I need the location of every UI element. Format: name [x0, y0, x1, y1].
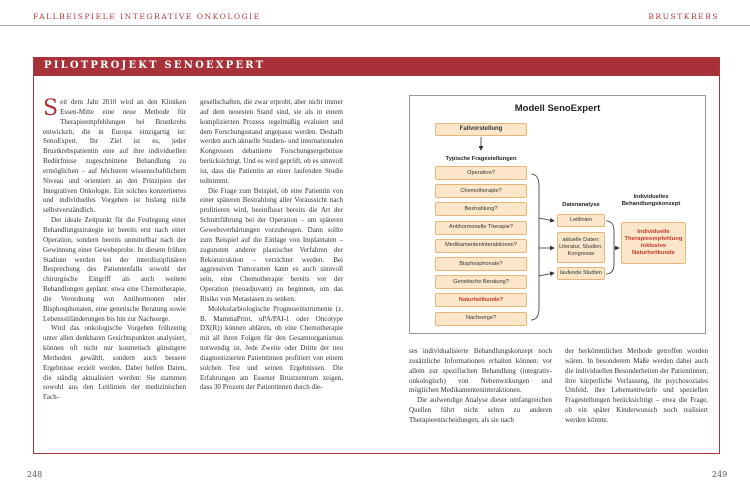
page-number-right: 249 [712, 470, 728, 479]
paragraph: Die Frage zum Beispiel, ob eine Patientin von einer späteren Bestrahlung aller Voraussicht nach profitieren wird, beeinflusst bereits die Art der Schnittführung bei der Operation – um späteren Gewebsverhärtungen vorzubeugen. Dann sollte zum Beispiel auf die Einlage von Implantaten – zugunsten anderer plastischer Verfahren der Rekonstruktion – verzichtet werden. Bei aggressiven Tumorarten kann es auch sinnvoll sein, eine Chemotherapie bereits vor der Operation (neoadjuvant) zu beginnen, um das Risiko von Metastasen zu senken. [200, 186, 343, 303]
question-box: Medikamenteninteraktionen? [435, 239, 527, 253]
question-box: Chemotherapie? [435, 184, 527, 198]
drop-cap: S [43, 96, 59, 121]
question-box: Bestrahlung? [435, 202, 527, 216]
diagram-title: Modell SenoExpert [514, 103, 601, 114]
data-box-guidelines: Leitlinien [557, 214, 605, 227]
question-box: Naturheilkunde? [435, 293, 527, 307]
data-box-running-studies: laufende Studien [557, 267, 605, 280]
questions-label: Typische Fragestellungen [445, 156, 517, 162]
paragraph: Molekularbiologische Prognoseinstrumente (z. B. MammaPrint, uPA/PAI-1 oder Oncotype DX(R)) können ablären, ob eine Chemotherapie mit all ihren Folgen für den Gesamtorganismus notwendig ist. Jede Zweite oder Dritte der neu diagnostizierten Patientinnen profitiert von einem solchen Test und seinen Ergebnissen. Die Erfahrungen am Essener Brustzentrum zeigen, dass 30 Prozent der Patientinnen durch die- [200, 304, 343, 392]
data-analysis-label: Datenanalyse [562, 202, 600, 208]
text-column-4 [565, 347, 708, 426]
paragraph: gesellschaften, die zwar erprobt, aber nicht immer auf dem neuesten Stand sind, sie als in einem komplizierten Prozess regelmäßig evaluiert und dem Forschungsstand angepasst werden. Deshalb werden auch aktuelle Studien- und internationalen Kongressen debattierte Forschungsergebnisse berücksichtigt. Und es wird geprüft, ob es sinnvoll ist, dass die Patientin an einer laufenden Studie teilnimmt. [200, 98, 343, 185]
paragraph: Der ideale Zeitpunkt für die Festlegung einer Behandlungsstrategie ist bereits erst nach einer Operation, sondern bereits unmittelbar nach der Gewinnung einer Gewebeprobe. In diesem frühen Stadium werden bei der interdisziplinären Besprechung des Patientenfalls sowohl der chirurgische Eingriff als auch weitere Behandlungen geplant: etwa eine Chemotherapie, die Verordnung von Antihormonen oder Bisphosphonaten, eine genetische Beratung sowie Lebensstiländerungen bis hin zur Nachsorge. [43, 216, 186, 323]
header-left-title: FALLBEISPIELE INTEGRATIVE ONKOLOGIE [33, 12, 261, 21]
question-box: Genetische Beratung? [435, 275, 527, 289]
header-rule [0, 25, 750, 26]
paragraph: der herkömmlichen Methode getroffen worden wären. In besonderem Maße werden dabei auch die individuellen Besonderheiten der Patientinnen, ihre körperliche Verfassung, ihr psychosoziales Umfeld, ihre Lebensentwürfe und speziellen Fragestellungen berücksichtigt – etwa die Frage, ob ein später Kinderwunsch noch realisiert werden könnte. [565, 347, 708, 424]
senoexpert-diagram [409, 95, 706, 334]
text-column-3 [409, 347, 552, 426]
paragraph: Wird das onkologische Vorgehen frühzeitig unter allen denkbaren Gesichtspunkten analysiert, können oft nicht nur kosmetisch günstigere Methoden gewählt, sondern auch bessere Ergebnisse erzielt werden. Dabei helfen Daten, die ständig aktualisiert werden: Sie stammen sowohl aus den Leitlinien der medizinischen Fach- [43, 324, 186, 402]
paragraph: ses individualisierte Behandlungskonzept noch zusätzliche Informationen erhalten können: vor allem zur spezifischen Behandlung (integrativ-onkologisch) von Nebenwirkungen und möglichen Medikamenteninteraktionen. [409, 347, 552, 395]
paragraph: Seit dem Jahr 2010 wird an den Kliniken Essen-Mitte eine neue Methode für Therapieempfehlungen bei Brustkrebs entwickelt, die in Europa einzigartig ist: SenoExpert. Ihr Ziel ist es, jeder Brustkrebspatientin eine auf ihre individuellen Bedürfnisse zugeschnittene Behandlung zu ermöglichen – auf höchstem wissenschaftlichem Niveau und orientiert an den Prinzipien der Integrativen Onkologie. Ein solches konzertiertes und individuelles Vorgehen ist bislang nicht selbstverständlich. [43, 96, 186, 215]
header-right-title: BRUSTKREBS [648, 12, 719, 21]
text-column-2 [200, 98, 343, 393]
question-box: Bisphosphonate? [435, 257, 527, 271]
section-banner [34, 58, 719, 76]
question-box: Antihormonelle Therapie? [435, 221, 527, 235]
data-box-current-data: aktuelle Daten: Literatur, Studien, Kongresse [557, 232, 605, 263]
concept-box: Individuelle Therapieempfehlung inklusive Naturheilkunde [621, 222, 686, 264]
case-presentation-box: Fallvorstellung [435, 123, 527, 136]
page-number-left: 248 [27, 470, 43, 479]
question-box: Nachsorge? [435, 312, 527, 326]
paragraph: Die aufwendige Analyse dieser umfangreichen Quellen führt nicht selten zu anderen Therapieentscheidungen, als sie nach [409, 396, 552, 424]
running-header [33, 12, 719, 26]
section-title: PILOTPROJEKT SENOEXPERT [44, 60, 266, 71]
concept-label: Individuelles Behandlungskonzept [621, 194, 681, 207]
question-box: Operation? [435, 166, 527, 180]
text-column-1 [43, 98, 186, 403]
